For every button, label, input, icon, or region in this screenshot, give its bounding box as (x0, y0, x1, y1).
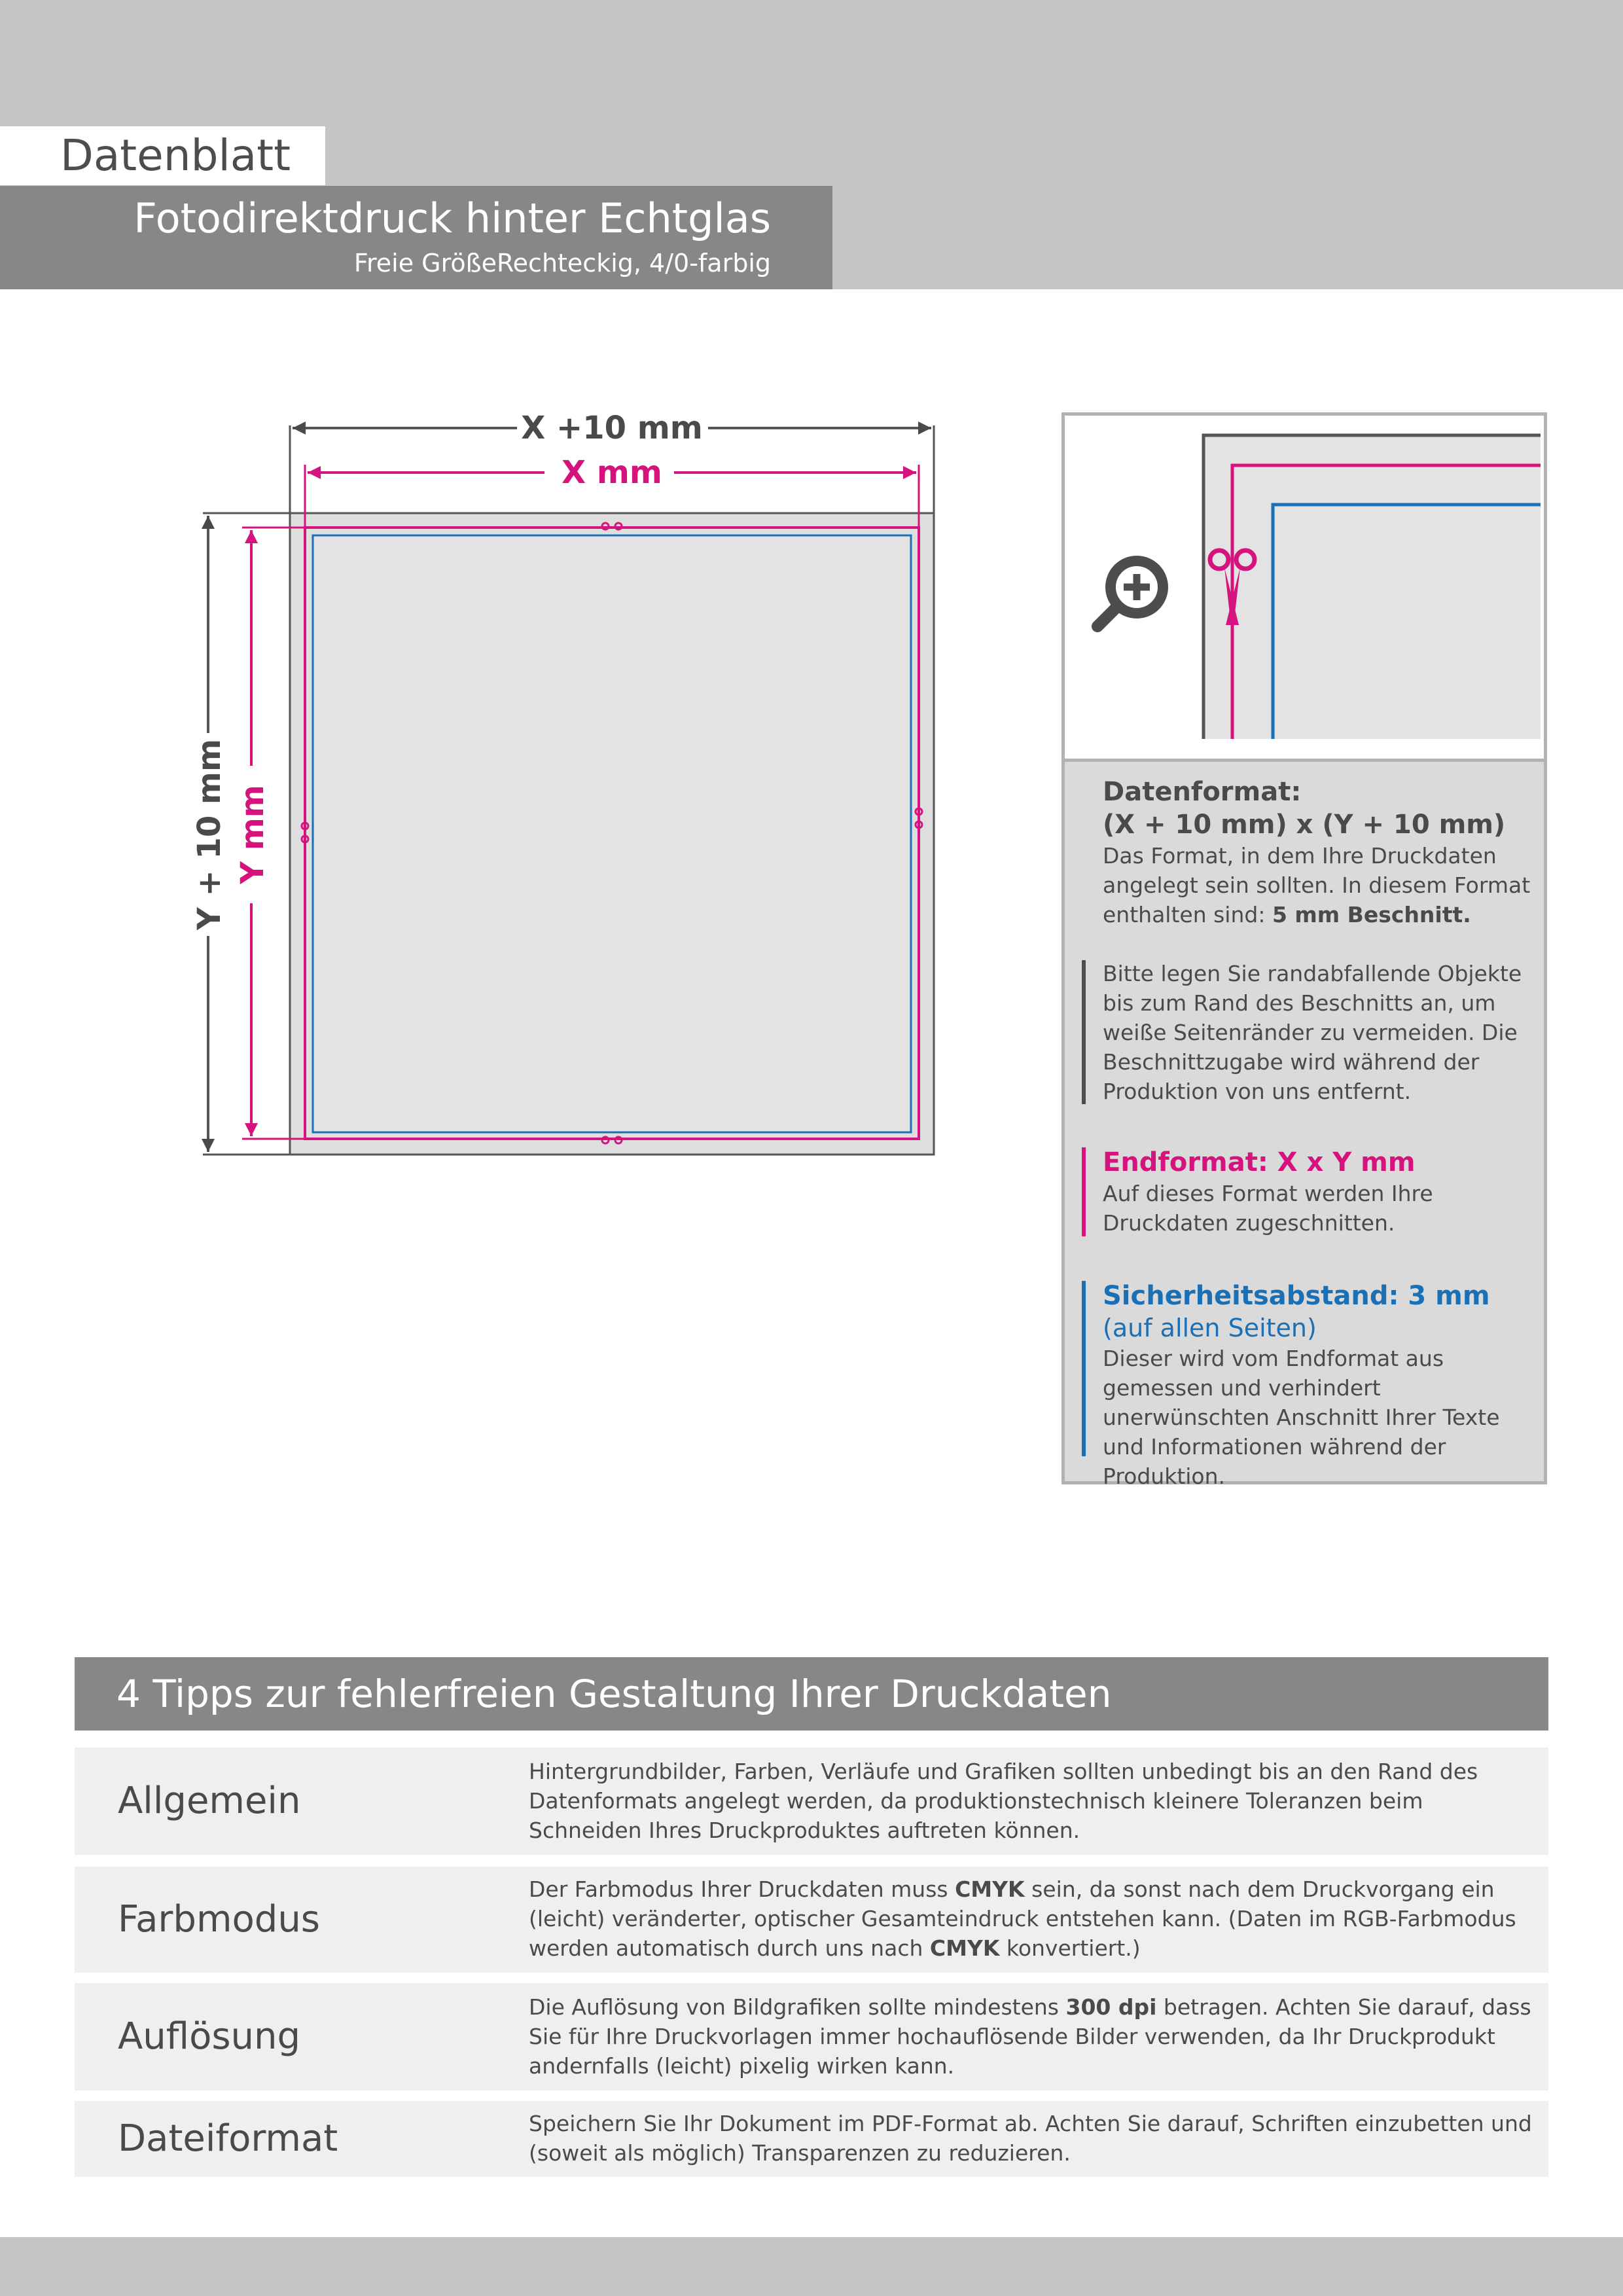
tip-row-farbmodus (75, 1867, 1548, 1973)
bleed-note: Bitte legen Sie randabfallende Objekte bis zum Rand des Beschnitts an, um weiße Seitenränder zu vermeiden. Die Beschnittzugabe wird während der Produktion von uns entfernt. (1103, 961, 1522, 1104)
safety-section (1103, 1280, 1531, 1491)
tips-header (75, 1657, 1548, 1731)
tip-label: Allgemein (118, 1780, 301, 1822)
safety-text: Dieser wird vom Endformat aus gemessen und verhindert unerwünschten Anschnitt Ihrer Texte und Informationen während der Produktion. (1103, 1346, 1500, 1489)
endformat-section (1103, 1146, 1531, 1238)
tip-text: Speichern Sie Ihr Dokument im PDF-Format ab. Achten Sie darauf, Schriften einzubetten und (soweit als möglich) Transparenzen zu reduzieren. (529, 2111, 1532, 2166)
endformat-heading: Endformat: X x Y mm (1103, 1147, 1416, 1177)
safety-subheading: (auf allen Seiten) (1103, 1314, 1317, 1342)
height-inner-label: Y mm (234, 785, 271, 884)
width-inner-label: X mm (562, 454, 662, 491)
format-diagram (0, 0, 1021, 1191)
tip-row-dateiformat (75, 2101, 1548, 2177)
tip-text: Die Auflösung von Bildgrafiken sollte mindestens 300 dpi betragen. Achten Sie darauf, dass Sie für Ihre Druckvorlagen immer hochauflösende Bilder verwenden, da Ihr Druckprodukt andernfalls (leicht) pixelig wirken kann. (529, 1994, 1531, 2079)
tip-row-allgemein (75, 1748, 1548, 1855)
footer-band (0, 2237, 1623, 2296)
tip-text: Hintergrundbilder, Farben, Verläufe und Grafiken sollten unbedingt bis an den Rand des Datenformats angelegt werden, da produktionstechnisch kleinere Toleranzen beim Schneiden Ihres Druckproduktes auftreten können. (529, 1759, 1478, 1843)
safety-heading: Sicherheitsabstand: 3 mm (1103, 1281, 1490, 1311)
zoom-detail-graphic (1065, 416, 1544, 759)
tip-row-aufloesung (75, 1983, 1548, 2090)
width-outer-label: X +10 mm (521, 410, 703, 446)
safety-bar (1082, 1281, 1086, 1456)
height-outer-label: Y + 10 mm (191, 739, 228, 930)
tip-text: Der Farbmodus Ihrer Druckdaten muss CMYK sein, da sonst nach dem Druckvorgang ein (leicht) veränderter, optischer Gesamteindruck entstehen kann. (Daten im RGB-Farbmodus werden automatisch durch uns nach CMYK konvertiert.) (529, 1876, 1516, 1961)
product-subtitle: Freie GrößeRechteckig, 4/0-farbig (353, 249, 771, 278)
zoom-plus-icon (1097, 561, 1163, 626)
endformat-text: Auf dieses Format werden Ihre Druckdaten zugeschnitten. (1103, 1181, 1433, 1236)
datasheet-label: Datenblatt (60, 130, 291, 181)
datenformat-section (1103, 776, 1531, 929)
tips-heading: 4 Tipps zur fehlerfreien Gestaltung Ihrer Druckdaten (116, 1672, 1112, 1716)
datenformat-formula: (X + 10 mm) x (Y + 10 mm) (1103, 810, 1506, 840)
tip-label: Auflösung (118, 2015, 301, 2058)
endformat-bar (1082, 1147, 1086, 1236)
bleed-bar (1082, 960, 1086, 1104)
product-title: Fotodirektdruck hinter Echtglas (134, 194, 771, 242)
info-panel (1061, 412, 1547, 1489)
safety-zone-rect (313, 535, 911, 1132)
zoom-detail (1065, 416, 1544, 762)
tip-label: Farbmodus (118, 1898, 320, 1941)
tip-label: Dateiformat (118, 2117, 338, 2160)
datenformat-text: Das Format, in dem Ihre Druckdaten angelegt sein sollten. In diesem Format enthalten sind: 5 mm Beschnitt. (1103, 843, 1531, 927)
datenformat-heading: Datenformat: (1103, 777, 1302, 807)
zoom-data-format (1204, 435, 1541, 739)
